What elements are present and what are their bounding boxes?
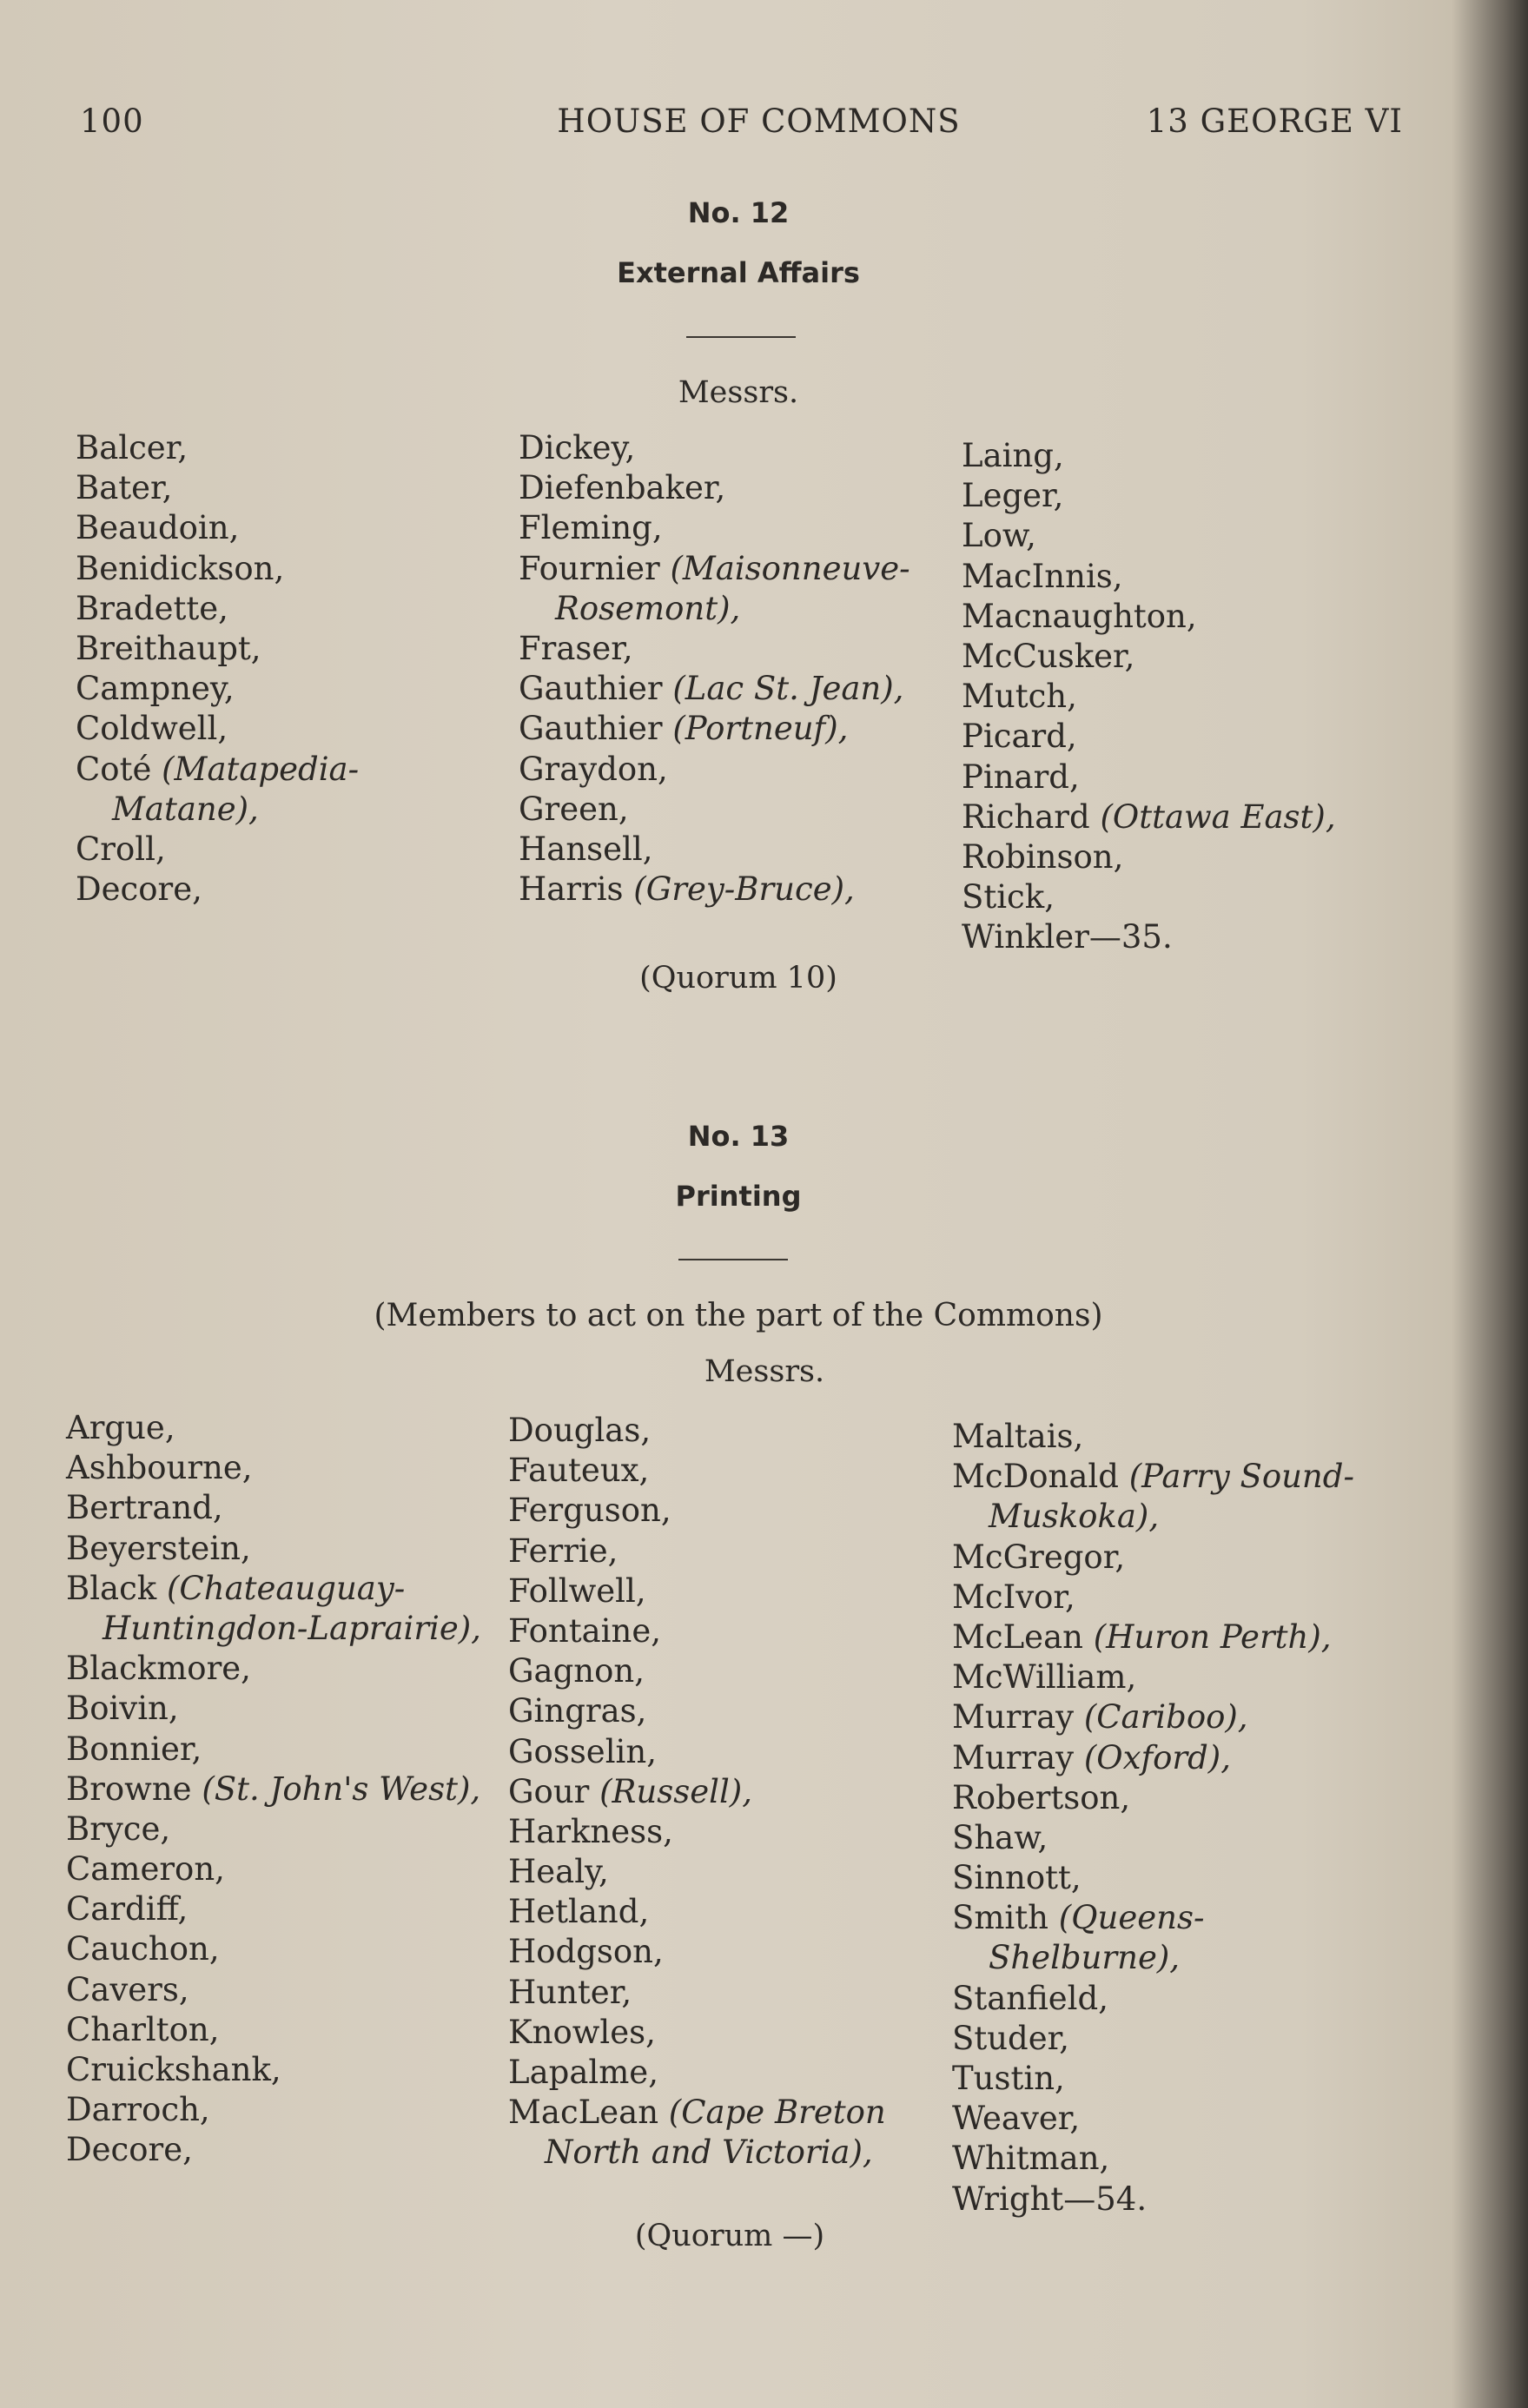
member-riding-continued: Muskoka), [989, 1498, 1160, 1536]
member-count: Winkler—35. [962, 918, 1173, 956]
member-name: Breithaupt, [76, 629, 261, 667]
member-name: Picard, [962, 718, 1077, 756]
member-name: McGregor, [952, 1538, 1126, 1576]
committee-12-messrs: Messrs. [678, 375, 799, 410]
committee-13-note: (Members to act on the part of the Commons) [374, 1298, 1103, 1333]
member-name: Boivin, [66, 1690, 179, 1728]
member-name: Gingras, [508, 1692, 647, 1730]
member-name: Gosselin, [508, 1732, 657, 1770]
member-name: Low, [962, 517, 1036, 555]
member-name: Murray (Oxford), [952, 1738, 1231, 1776]
member-name: Harkness, [508, 1812, 673, 1850]
member-name: Bonnier, [66, 1730, 202, 1768]
member-name: Beyerstein, [66, 1529, 251, 1567]
member-name: Gauthier (Lac St. Jean), [519, 670, 904, 708]
member-name: Stick, [962, 878, 1055, 916]
member-name: Pinard, [962, 757, 1080, 796]
member-name: Fauteux, [508, 1452, 650, 1490]
member-name: Healy, [508, 1853, 609, 1891]
committee-12-column-2 [519, 428, 910, 910]
member-name: McLean (Huron Perth), [952, 1617, 1332, 1656]
member-name: Murray (Cariboo), [952, 1698, 1248, 1737]
member-name: Coldwell, [76, 710, 228, 748]
member-name: Darroch, [66, 2091, 210, 2129]
member-name: Balcer, [76, 429, 189, 466]
member-name: MacLean (Cape Breton [508, 2094, 886, 2132]
member-name: Bradette, [76, 589, 228, 627]
member-name: Beaudoin, [76, 509, 240, 547]
running-title: HOUSE OF COMMONS [557, 103, 961, 140]
member-name: Weaver, [952, 2100, 1081, 2138]
member-name: Hetland, [508, 1893, 650, 1931]
member-name: Gour (Russell), [508, 1772, 752, 1810]
member-riding-continued: North and Victoria), [545, 2133, 873, 2172]
member-name: Campney, [76, 670, 235, 708]
member-name: Ferguson, [508, 1492, 671, 1530]
member-name: Cameron, [66, 1850, 225, 1889]
member-name: McIvor, [952, 1578, 1075, 1616]
member-name: Ashbourne, [66, 1449, 253, 1487]
page-number: 100 [80, 103, 144, 140]
member-name: Robinson, [962, 837, 1124, 876]
member-name: McWilliam, [952, 1658, 1137, 1697]
member-name: Macnaughton, [962, 597, 1197, 635]
member-name: Hunter, [508, 1973, 632, 2011]
member-name: Hodgson, [508, 1933, 664, 1971]
member-name: Bertrand, [66, 1489, 223, 1527]
member-name: Fontaine, [508, 1611, 662, 1650]
member-name: Bryce, [66, 1809, 171, 1848]
member-name: Argue, [66, 1409, 175, 1446]
committee-13-number: No. 13 [687, 1120, 790, 1153]
committee-13-column-1 [66, 1408, 481, 2171]
committee-12-title: External Affairs [617, 256, 860, 289]
member-name: Lapalme, [508, 2054, 658, 2091]
committee-13-title: Printing [675, 1180, 802, 1213]
committee-12-divider [686, 336, 796, 338]
committee-13-quorum: (Quorum —) [634, 2219, 825, 2253]
member-name: Richard (Ottawa East), [962, 797, 1336, 836]
session-label: 13 GEORGE VI [1146, 103, 1403, 140]
member-name: Studer, [952, 2019, 1070, 2057]
member-name: Robertson, [952, 1778, 1131, 1816]
member-name: Harris (Grey-Bruce), [519, 870, 855, 909]
member-name: Decore, [76, 870, 202, 909]
member-name: Cruickshank, [66, 2051, 281, 2088]
member-name: Cauchon, [66, 1930, 220, 1968]
committee-13-column-3 [952, 1417, 1354, 2219]
committee-13-messrs: Messrs. [704, 1354, 825, 1389]
member-name: Blackmore, [66, 1650, 251, 1688]
member-name: Gauthier (Portneuf), [519, 710, 849, 748]
member-riding-continued: Matane), [112, 790, 259, 828]
member-name: Fleming, [519, 509, 663, 547]
member-name: MacInnis, [962, 557, 1123, 595]
member-name: Graydon, [519, 750, 668, 788]
member-name: Black (Chateauguay- [66, 1569, 406, 1607]
committee-12-quorum: (Quorum 10) [639, 961, 837, 996]
member-name: Cavers, [66, 1970, 189, 2008]
committee-12-column-1 [76, 428, 359, 910]
member-name: Follwell, [508, 1571, 646, 1610]
member-name: Stanfield, [952, 1979, 1108, 2017]
member-count: Wright—54. [952, 2180, 1148, 2218]
committee-13-column-2 [508, 1411, 886, 2173]
member-name: Dickey, [519, 429, 636, 466]
member-name: Laing, [962, 437, 1064, 474]
member-riding-continued: Shelburne), [989, 1939, 1181, 1977]
member-name: Leger, [962, 477, 1064, 515]
member-name: McDonald (Parry Sound- [952, 1458, 1354, 1496]
member-name: McCusker, [962, 637, 1135, 675]
member-name: Smith (Queens- [952, 1899, 1205, 1937]
committee-12-column-3 [962, 436, 1336, 957]
member-name: Browne (St. John's West), [66, 1770, 481, 1808]
member-name: Green, [519, 790, 629, 828]
member-name: Diefenbaker, [519, 469, 726, 507]
member-name: Gagnon, [508, 1652, 645, 1690]
member-riding-continued: Huntingdon-Laprairie), [103, 1609, 481, 1647]
member-name: Whitman, [952, 2140, 1110, 2178]
member-name: Hansell, [519, 830, 653, 868]
committee-12-number: No. 12 [687, 196, 790, 229]
committee-13-divider [678, 1259, 788, 1260]
member-name: Cardiff, [66, 1890, 189, 1928]
member-name: Douglas, [508, 1412, 652, 1449]
member-name: Decore, [66, 2131, 193, 2169]
member-name: Fournier (Maisonneuve- [519, 549, 910, 587]
member-name: Tustin, [952, 2060, 1065, 2097]
member-name: Bater, [76, 469, 173, 507]
member-name: Maltais, [952, 1418, 1084, 1455]
member-name: Ferrie, [508, 1531, 618, 1570]
member-name: Croll, [76, 830, 166, 868]
member-name: Sinnott, [952, 1859, 1082, 1897]
member-name: Charlton, [66, 2010, 220, 2048]
member-name: Mutch, [962, 678, 1077, 716]
member-name: Shaw, [952, 1818, 1048, 1856]
member-riding-continued: Rosemont), [555, 589, 741, 627]
member-name: Knowles, [508, 2013, 656, 2051]
member-name: Fraser, [519, 629, 633, 667]
member-name: Coté (Matapedia- [76, 750, 360, 788]
member-name: Benidickson, [76, 549, 285, 587]
